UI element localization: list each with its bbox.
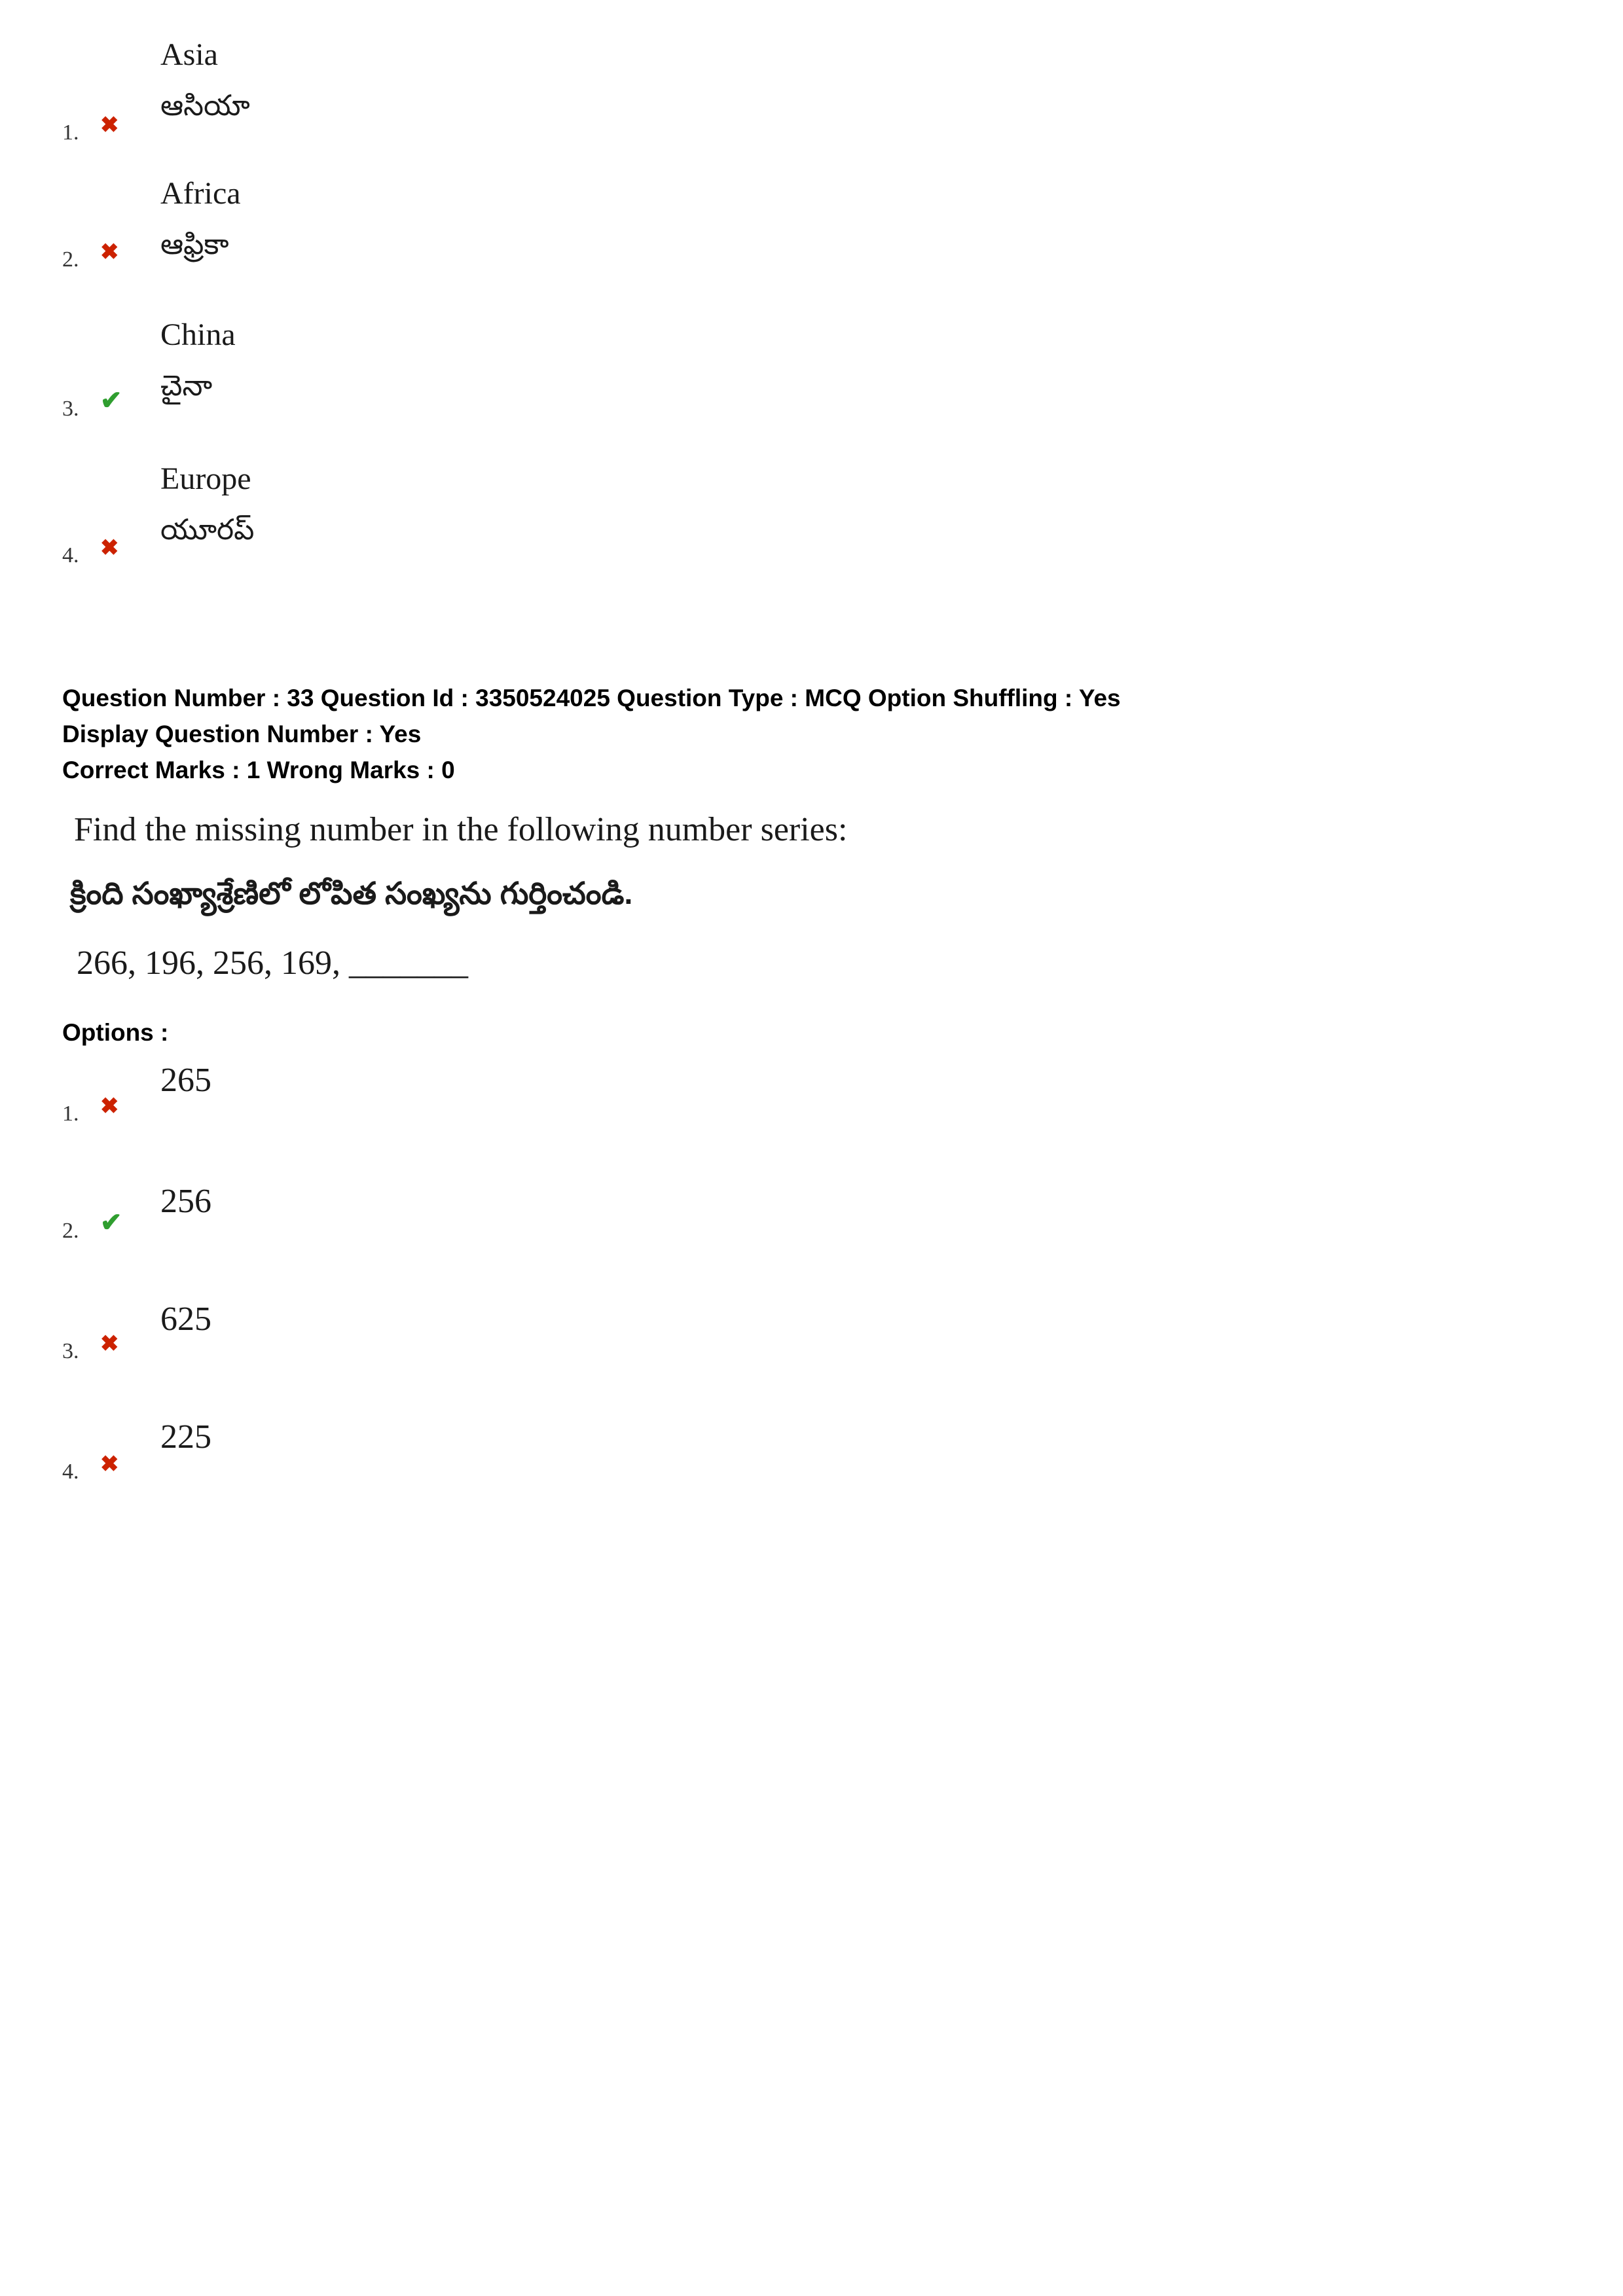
option-row[interactable] [62, 173, 1561, 298]
option-text: 625 [160, 1300, 211, 1338]
option-status-wrong-icon: ✖ [100, 1452, 119, 1477]
option-number: 2. [62, 1219, 79, 1244]
option-row[interactable] [62, 1061, 1561, 1182]
section-spacer [62, 583, 1561, 681]
question-meta [62, 681, 1561, 788]
option-status-wrong-icon: ✖ [100, 1094, 119, 1119]
option-number: 3. [62, 1339, 79, 1364]
option-content [160, 314, 1561, 406]
option-number: 3. [62, 397, 79, 421]
option-status-correct-icon: ✔ [100, 1208, 122, 1238]
option-content [160, 173, 1561, 264]
option-text-telugu: ఆసియా [160, 89, 250, 122]
option-text-telugu: ఆఫ్రికా [160, 228, 229, 260]
option-text-english: China [160, 317, 236, 352]
option-status-wrong-icon: ✖ [100, 1331, 119, 1357]
question-text-telugu: క్రింది సంఖ్యాశ్రేణిలో లోపిత సంఖ్యను గుర్తించండి. [70, 876, 633, 911]
question-32-options-list [62, 34, 1561, 583]
option-status-wrong-icon: ✖ [100, 113, 119, 137]
question-meta-line-3: Correct Marks : 1 Wrong Marks : 0 [62, 756, 455, 783]
question-text-english: Find the missing number in the following number series: [74, 811, 848, 849]
option-row[interactable] [62, 458, 1561, 583]
option-text-telugu: చైనా [160, 369, 213, 402]
page-content [62, 0, 1561, 1535]
option-number: 1. [62, 120, 79, 145]
option-text-english: Africa [160, 176, 241, 211]
option-text-english: Asia [160, 37, 218, 72]
option-content [160, 458, 1561, 550]
option-text: 225 [160, 1418, 211, 1456]
option-number: 4. [62, 1460, 79, 1484]
option-row[interactable] [62, 1418, 1561, 1535]
options-label: Options : [62, 1019, 169, 1047]
option-row[interactable] [62, 34, 1561, 158]
option-number: 1. [62, 1102, 79, 1126]
option-text-telugu: యూరప్ [160, 513, 255, 546]
question-33-options-list [62, 1061, 1561, 1535]
option-status-correct-icon: ✔ [100, 386, 122, 415]
option-status-wrong-icon: ✖ [100, 240, 119, 264]
question-number-series: 266, 196, 256, 169, _______ [77, 944, 468, 982]
question-meta-line-1: Question Number : 33 Question Id : 3350524025 Question Type : MCQ Option Shuffling : Yes [62, 685, 1121, 711]
option-number: 2. [62, 247, 79, 272]
option-row[interactable] [62, 1182, 1561, 1300]
option-number: 4. [62, 543, 79, 567]
option-row[interactable] [62, 1300, 1561, 1418]
question-33-block [62, 681, 1561, 1535]
option-text: 265 [160, 1062, 211, 1100]
question-meta-line-2: Display Question Number : Yes [62, 720, 422, 747]
option-row[interactable] [62, 314, 1561, 442]
qr-code-icon [1477, 675, 1525, 724]
option-text-english: Europe [160, 461, 251, 496]
option-status-wrong-icon: ✖ [100, 535, 119, 560]
option-content [160, 34, 1561, 126]
option-text: 256 [160, 1183, 211, 1221]
